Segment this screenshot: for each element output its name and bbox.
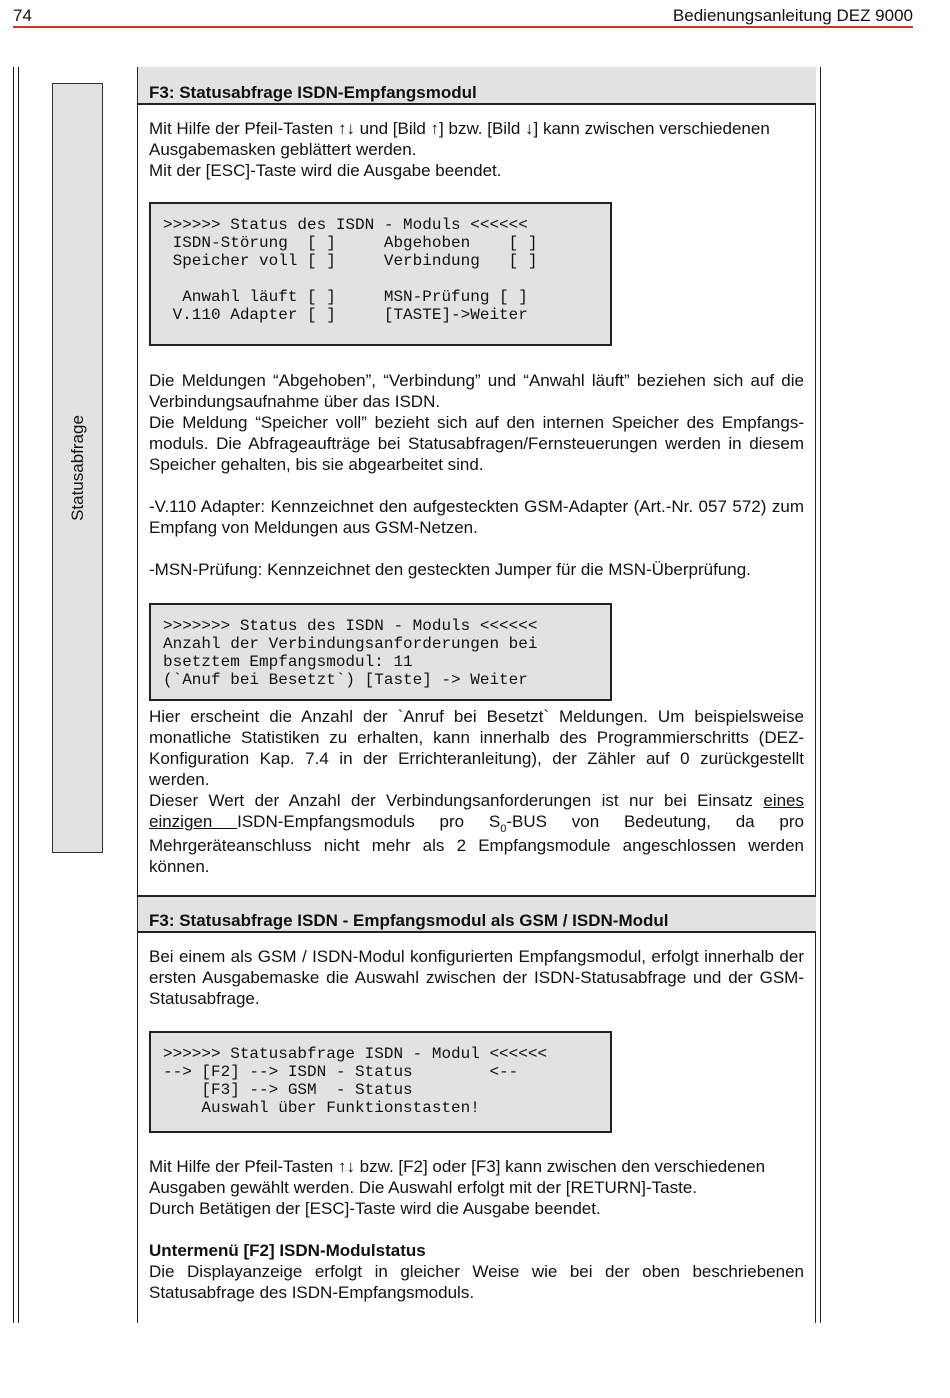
explain-einsatz-underlined: eines einzigen <box>149 791 804 831</box>
page-header <box>13 4 913 26</box>
screen3-line1: >>>>>> Statusabfrage ISDN - Modul <<<<<< <box>163 1045 548 1063</box>
explain-msn: -MSN-Prüfung: Kennzeichnet den gesteckten Jumper für die MSN-Überprüfung. <box>149 560 751 579</box>
screen2-line4: (`Anuf bei Besetzt`) [Taste] -> Weiter <box>163 671 528 689</box>
screen3-line2: --> [F2] --> ISDN - Status <-- <box>163 1063 519 1081</box>
screen3-line4: Auswahl über Funktionstasten! <box>163 1099 480 1117</box>
display-screen-2 <box>149 603 612 701</box>
keys-line2: Ausgaben gewählt werden. Die Auswahl erfolgt mit der [RETURN]-Taste. <box>149 1178 698 1197</box>
section1-intro-line2: Ausgabemasken geblättert werden. <box>149 140 417 159</box>
screen3-line3: [F3] --> GSM - Status <box>163 1081 413 1099</box>
explain-v110: -V.110 Adapter: Kennzeichnet den aufgesteckten GSM-Adapter (Art.-Nr. 057 572) zum Empfang von Meldungen aus GSM-Netzen. <box>149 497 804 537</box>
section1-intro-line1: Mit Hilfe der Pfeil-Tasten ↑↓ und [Bild ↑] bzw. [Bild ↓] kann zwischen verschiedenen <box>149 119 770 138</box>
screen2-line2: Anzahl der Verbindungsanforderungen bei <box>163 635 538 653</box>
running-title: Bedienungsanleitung DEZ 9000 <box>672 6 913 25</box>
section1-heading-bar <box>138 67 816 105</box>
screen2-line1: >>>>>>> Status des ISDN - Moduls <<<<<< <box>163 617 538 635</box>
keys-line3: Durch Betätigen der [ESC]-Taste wird die Ausgabe beendet. <box>149 1199 601 1218</box>
side-tab-label: Statusabfrage <box>67 415 87 521</box>
screen1-line3: Speicher voll [ ] Verbindung [ ] <box>163 252 538 270</box>
screen1-line2: ISDN-Störung [ ] Abgehoben [ ] <box>163 234 538 252</box>
submenu-text: Die Displayanzeige erfolgt in gleicher Weise wie bei der oben beschriebenen Statusabfrage des ISDN-Empfangsmoduls. <box>149 1262 804 1302</box>
section1-heading: F3: Statusabfrage ISDN-Empfangsmodul <box>149 83 477 102</box>
explain-einsatz-c: -BUS von Bedeutung, da pro Mehrgeräteanschluss nicht mehr als 2 Empfangsmodule angeschlossen werden können. <box>149 812 804 876</box>
screen1-line1: >>>>>> Status des ISDN - Moduls <<<<<< <box>163 216 528 234</box>
right-frame-rule <box>815 67 821 1323</box>
section2-heading: F3: Statusabfrage ISDN - Empfangsmodul als GSM / ISDN-Modul <box>149 911 669 930</box>
explain-einsatz-b: ISDN-Empfangsmoduls pro S <box>237 812 501 831</box>
left-margin-rule <box>13 67 19 1323</box>
submenu-heading: Untermenü [F2] ISDN-Modulstatus <box>149 1241 426 1260</box>
side-tab <box>52 83 103 853</box>
page-number: 74 <box>13 6 32 25</box>
screen1-line5: Anwahl läuft [ ] MSN-Prüfung [ ] <box>163 288 528 306</box>
keys-line1: Mit Hilfe der Pfeil-Tasten ↑↓ bzw. [F2] oder [F3] kann zwischen den verschiedenen <box>149 1157 766 1176</box>
explain-einsatz <box>149 790 804 877</box>
explain-speicher: Die Meldung “Speicher voll” bezieht sich auf den internen Speicher des Empfangsmoduls. Die Abfrageaufträge bei Statusabfragen/Fernsteuerungen werden in diesem Speicher gehalten, bis sie abgearbeitet sind. <box>149 413 804 474</box>
display-screen-1 <box>149 202 612 346</box>
section2-heading-bar <box>138 895 816 933</box>
explain-abgehoben: Die Meldungen “Abgehoben”, “Verbindung” und “Anwahl läuft” beziehen sich auf die Verbindungsaufnahme über das ISDN. <box>149 371 804 411</box>
screen2-line3: bsetztem Empfangsmodul: 11 <box>163 653 413 671</box>
header-rule <box>13 26 913 28</box>
section1-intro-line3: Mit der [ESC]-Taste wird die Ausgabe beendet. <box>149 161 502 180</box>
screen1-line6: V.110 Adapter [ ] [TASTE]->Weiter <box>163 306 528 324</box>
explain-einsatz-a: Dieser Wert der Anzahl der Verbindungsanforderungen ist nur bei Einsatz <box>149 791 764 810</box>
section2-intro: Bei einem als GSM / ISDN-Modul konfigurierten Empfangsmodul, erfolgt innerhalb der ersten Ausgabemaske die Auswahl zwischen der ISDN-Statusabfrage und der GSM-Statusabfrage. <box>149 947 804 1008</box>
explain-anruf-besetzt: Hier erscheint die Anzahl der `Anruf bei Besetzt` Meldungen. Um beispielsweise monatliche Statistiken zu erhalten, kann innerhalb des Programmierschritts (DEZ-Konfiguration Kap. 7.4 in der Errichteranleitung), der Zähler auf 0 zurückgestellt werden. <box>149 707 804 789</box>
display-screen-3 <box>149 1031 612 1133</box>
explain-einsatz-subscript: 0 <box>500 823 507 835</box>
screen1-line4 <box>163 270 610 288</box>
